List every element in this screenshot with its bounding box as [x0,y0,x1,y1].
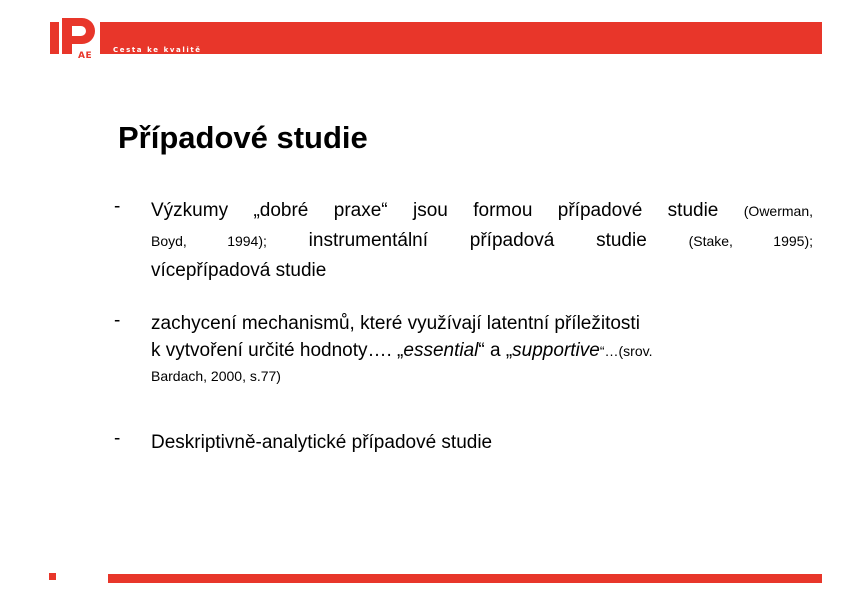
bullet-line-text: k vytvoření určité hodnoty…. „ [151,340,404,361]
bullet-line-3: Bardach, 2000, s.77) [151,368,281,384]
emphasis-text: supportive [512,340,600,361]
bullet-line-2 [151,337,813,365]
footer-bar [108,574,822,583]
bullet-text [151,196,813,285]
emphasis-text: essential [403,340,479,361]
footer-square [49,573,56,580]
logo [50,18,100,61]
bullet-marker: - [114,196,121,217]
bullet-line-text: “ a „ [478,340,513,361]
bullet-line-1: zachycení mechanismů, které využívají latentní příležitosti [151,313,640,334]
bullet-line-3: vícepřípadová studie [151,260,327,281]
logo-text: AE [78,51,93,61]
bullet-line-1: Deskriptivně-analytické případové studie [151,432,493,453]
bullet-line-text: instrumentální případová studie [308,230,647,251]
bullet-line-2 [151,226,813,256]
citation: Boyd, 1994); [151,233,267,249]
bullet-line-1 [151,196,813,226]
header-tagline: Cesta ke kvalitě [113,46,202,54]
header-bar [100,22,822,54]
logo-mark-icon [50,18,100,56]
slide-title: Případové studie [118,120,368,155]
citation: (Stake, 1995); [688,233,813,249]
bullet-line-text: Výzkumy „dobré praxe“ jsou formou případové studie [151,200,719,221]
citation: “…(srov. [599,343,653,359]
bullet-text [151,310,813,387]
bullet-text [151,428,813,457]
bullet-marker: - [114,428,121,449]
bullet-marker: - [114,310,121,331]
citation: (Owerman, [743,203,813,219]
